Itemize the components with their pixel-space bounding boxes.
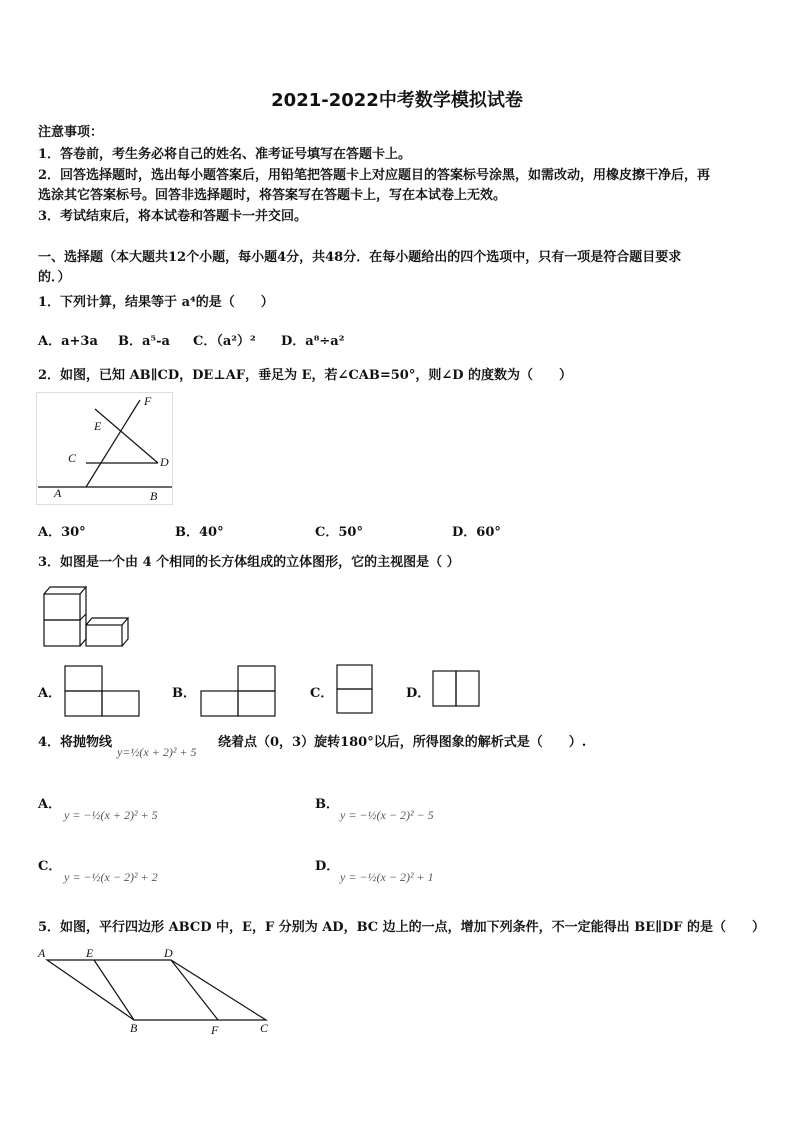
q4-stem-start: 4．将抛物线	[38, 735, 113, 750]
q3-solid-figure	[40, 584, 130, 650]
parallelogram-abcd	[47, 960, 266, 1020]
note-item-2: 2．回答选择题时，选出每小题答案后，用铅笔把答题卡上对应题目的答案标号涂黑，如需改动，用橡皮擦干净后，再	[38, 168, 711, 183]
label-e: E	[86, 946, 94, 960]
q3-stem: 3．如图是一个由 4 个相同的长方体组成的立体图形，它的主视图是（ ）	[38, 555, 460, 570]
label-f: F	[211, 1023, 219, 1036]
q2-option-d[interactable]: D．60°	[452, 525, 501, 540]
q1-option-a[interactable]: A．a+3a	[38, 334, 98, 349]
q4-option-b-formula[interactable]: y = −½(x − 2)² − 5	[340, 808, 434, 822]
label-e: E	[94, 419, 102, 433]
q3-option-d[interactable]: D．	[406, 686, 431, 701]
q2-option-c[interactable]: C．50°	[315, 525, 363, 540]
line-af	[86, 400, 140, 487]
note-item-1: 1．答卷前，考生务必将自己的姓名、准考证号填写在答题卡上。	[38, 147, 412, 162]
label-a: A	[54, 486, 62, 500]
q4-option-a-formula[interactable]: y = −½(x + 2)² + 5	[64, 808, 158, 822]
q4-option-c-formula[interactable]: y = −½(x − 2)² + 2	[64, 870, 158, 884]
q4-option-d-formula[interactable]: y = −½(x − 2)² + 1	[340, 870, 434, 884]
label-d: D	[164, 946, 173, 960]
q1-option-d[interactable]: D．a⁸÷a²	[281, 334, 345, 349]
q2-stem: 2．如图，已知 AB∥CD，DE⊥AF，垂足为 E，若∠CAB=50°，则∠D 的度数为（ ）	[38, 368, 573, 383]
q2-option-a[interactable]: A．30°	[38, 525, 86, 540]
q3-option-a-view[interactable]	[64, 665, 140, 717]
q3-option-b-view[interactable]	[200, 665, 276, 717]
q4-option-a[interactable]: A．	[38, 797, 62, 812]
q1-option-c[interactable]: C．（a²）²	[193, 334, 256, 349]
q3-option-c[interactable]: C．	[310, 686, 334, 701]
label-a: A	[38, 946, 46, 960]
q4-option-d[interactable]: D．	[315, 859, 340, 874]
q1-stem: 1．下列计算，结果等于 a⁴的是（ ）	[38, 295, 274, 310]
q3-option-b[interactable]: B．	[172, 686, 196, 701]
q3-option-c-view[interactable]	[336, 664, 374, 714]
notes-heading: 注意事项：	[38, 125, 104, 140]
q2-option-b[interactable]: B．40°	[175, 525, 224, 540]
q1-option-b[interactable]: B．a⁵-a	[118, 334, 170, 349]
label-c: C	[260, 1021, 269, 1035]
q4-stem-end: 绕着点（0，3）旋转180°以后，所得图象的解析式是（ ）.	[218, 735, 587, 750]
label-b: B	[150, 489, 158, 503]
section-heading-cont: 的．）	[38, 270, 71, 285]
q3-option-d-view[interactable]	[432, 670, 482, 708]
page-title: 2021-2022中考数学模拟试卷	[271, 90, 523, 111]
segment-df	[171, 960, 218, 1020]
label-c: C	[68, 451, 77, 465]
label-d: D	[160, 455, 169, 469]
note-item-3: 3．考试结束后，将本试卷和答题卡一并交回。	[38, 209, 308, 224]
q4-option-b[interactable]: B．	[315, 797, 339, 812]
q4-formula: y=½(x + 2)² + 5	[117, 745, 197, 759]
q5-figure	[36, 944, 276, 1036]
q5-stem: 5．如图，平行四边形 ABCD 中，E，F 分别为 AD，BC 边上的一点，增加下列条件，不一定能得出 BE∥DF 的是（ ）	[38, 920, 766, 935]
line-de	[95, 409, 158, 463]
section-heading: 一、选择题（本大题共12个小题，每小题4分，共48分．在每小题给出的四个选项中，只有一项是符合题目要求	[38, 250, 682, 265]
segment-be	[94, 960, 134, 1020]
q2-figure	[36, 392, 174, 506]
q4-option-c[interactable]: C．	[38, 859, 62, 874]
note-item-2-cont: 选涂其它答案标号。回答非选择题时，将答案写在答题卡上，写在本试卷上无效。	[38, 188, 507, 203]
label-f: F	[144, 394, 152, 408]
label-b: B	[130, 1021, 138, 1035]
q3-option-a[interactable]: A．	[38, 686, 62, 701]
